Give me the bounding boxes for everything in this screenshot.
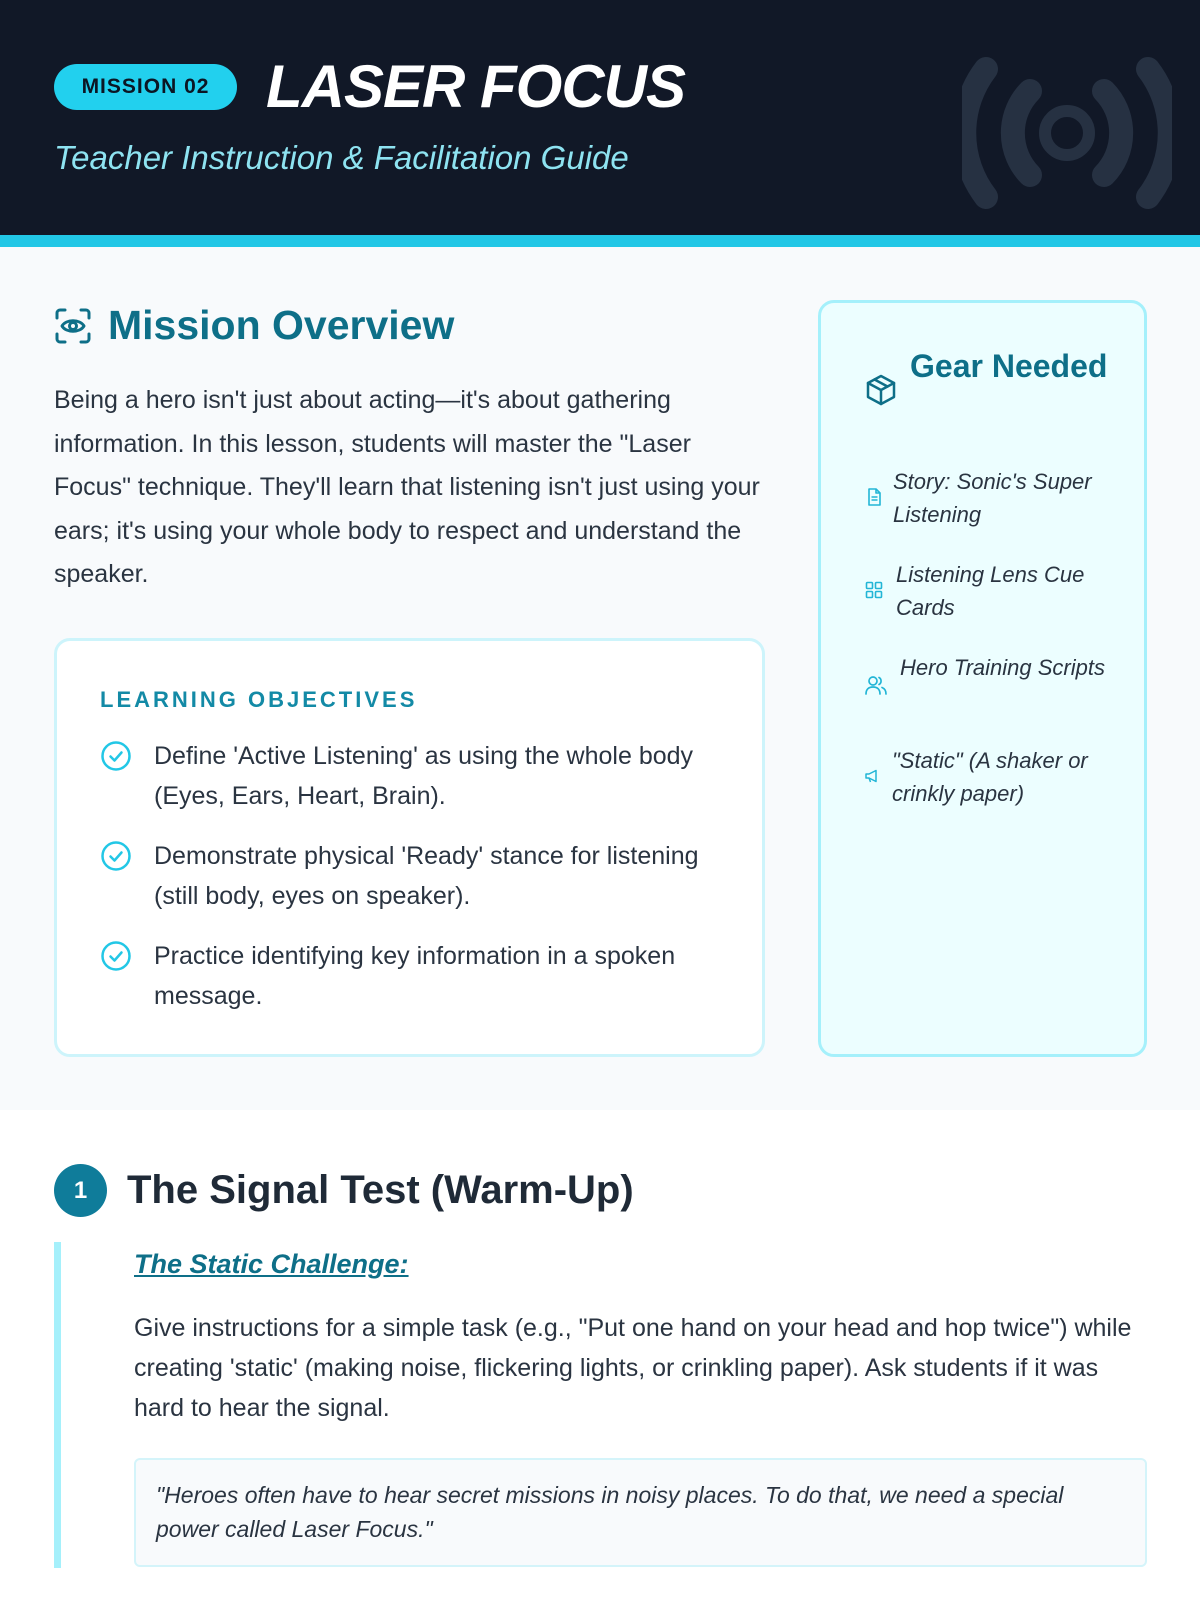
- objective-text: Demonstrate physical 'Ready' stance for listening (still body, eyes on speaker).: [154, 842, 699, 910]
- page-title: LASER FOCUS: [266, 53, 686, 120]
- megaphone-icon: [864, 768, 880, 784]
- objectives-heading: LEARNING OBJECTIVES: [100, 687, 418, 712]
- gear-item-text: Listening Lens Cue Cards: [896, 562, 1085, 620]
- objective-text: Define 'Active Listening' as using the whole body (Eyes, Ears, Heart, Brain).: [154, 742, 694, 810]
- check-circle-icon: [100, 940, 132, 972]
- broadcast-icon: [962, 55, 1172, 211]
- gear-item-text: "Static" (A shaker or crinkly paper): [892, 748, 1088, 806]
- check-circle-icon: [100, 740, 132, 772]
- check-circle-icon: [100, 840, 132, 872]
- box-icon: [864, 373, 898, 407]
- challenge-text: Give instructions for a simple task (e.g., "Put one hand on your head and hop twice") while creating 'static' (making noise, flickering lights, or crinkling paper). Ask students if it was hard to hear the signal.: [134, 1314, 1132, 1422]
- focus-eye-icon: [54, 307, 92, 345]
- overview-text: Being a hero isn't just about acting—it's about gathering information. In this lesson, students will master the "Laser Focus" technique. They'll learn that listening isn't just using your ears; it's using your whole body to respect and understand the speaker.: [54, 386, 760, 588]
- overview-title: Mission Overview: [108, 302, 455, 348]
- gear-card: [818, 300, 1147, 1057]
- users-icon: [864, 673, 888, 697]
- mission-badge: MISSION 02: [54, 64, 237, 110]
- gear-item-text: Story: Sonic's Super Listening: [893, 469, 1092, 527]
- page-subtitle: Teacher Instruction & Facilitation Guide: [54, 139, 629, 176]
- objective-text: Practice identifying key information in a spoken message.: [154, 942, 676, 1010]
- challenge-title: The Static Challenge:: [134, 1249, 409, 1279]
- objectives-card: [54, 638, 765, 1057]
- quote-text: "Heroes often have to hear secret missions in noisy places. To do that, we need a special power called Laser Focus.": [156, 1482, 1064, 1542]
- section-title: The Signal Test (Warm-Up): [127, 1168, 634, 1212]
- quote-box: [134, 1458, 1147, 1567]
- gear-title: Gear Needed: [910, 348, 1108, 384]
- document-icon: [864, 487, 884, 507]
- step-number: 1: [54, 1164, 107, 1217]
- gear-item-text: Hero Training Scripts: [900, 655, 1105, 680]
- grid-icon: [864, 580, 884, 600]
- header: [0, 0, 1200, 235]
- section-accent-bar: [54, 1242, 61, 1568]
- header-stripe: [0, 235, 1200, 247]
